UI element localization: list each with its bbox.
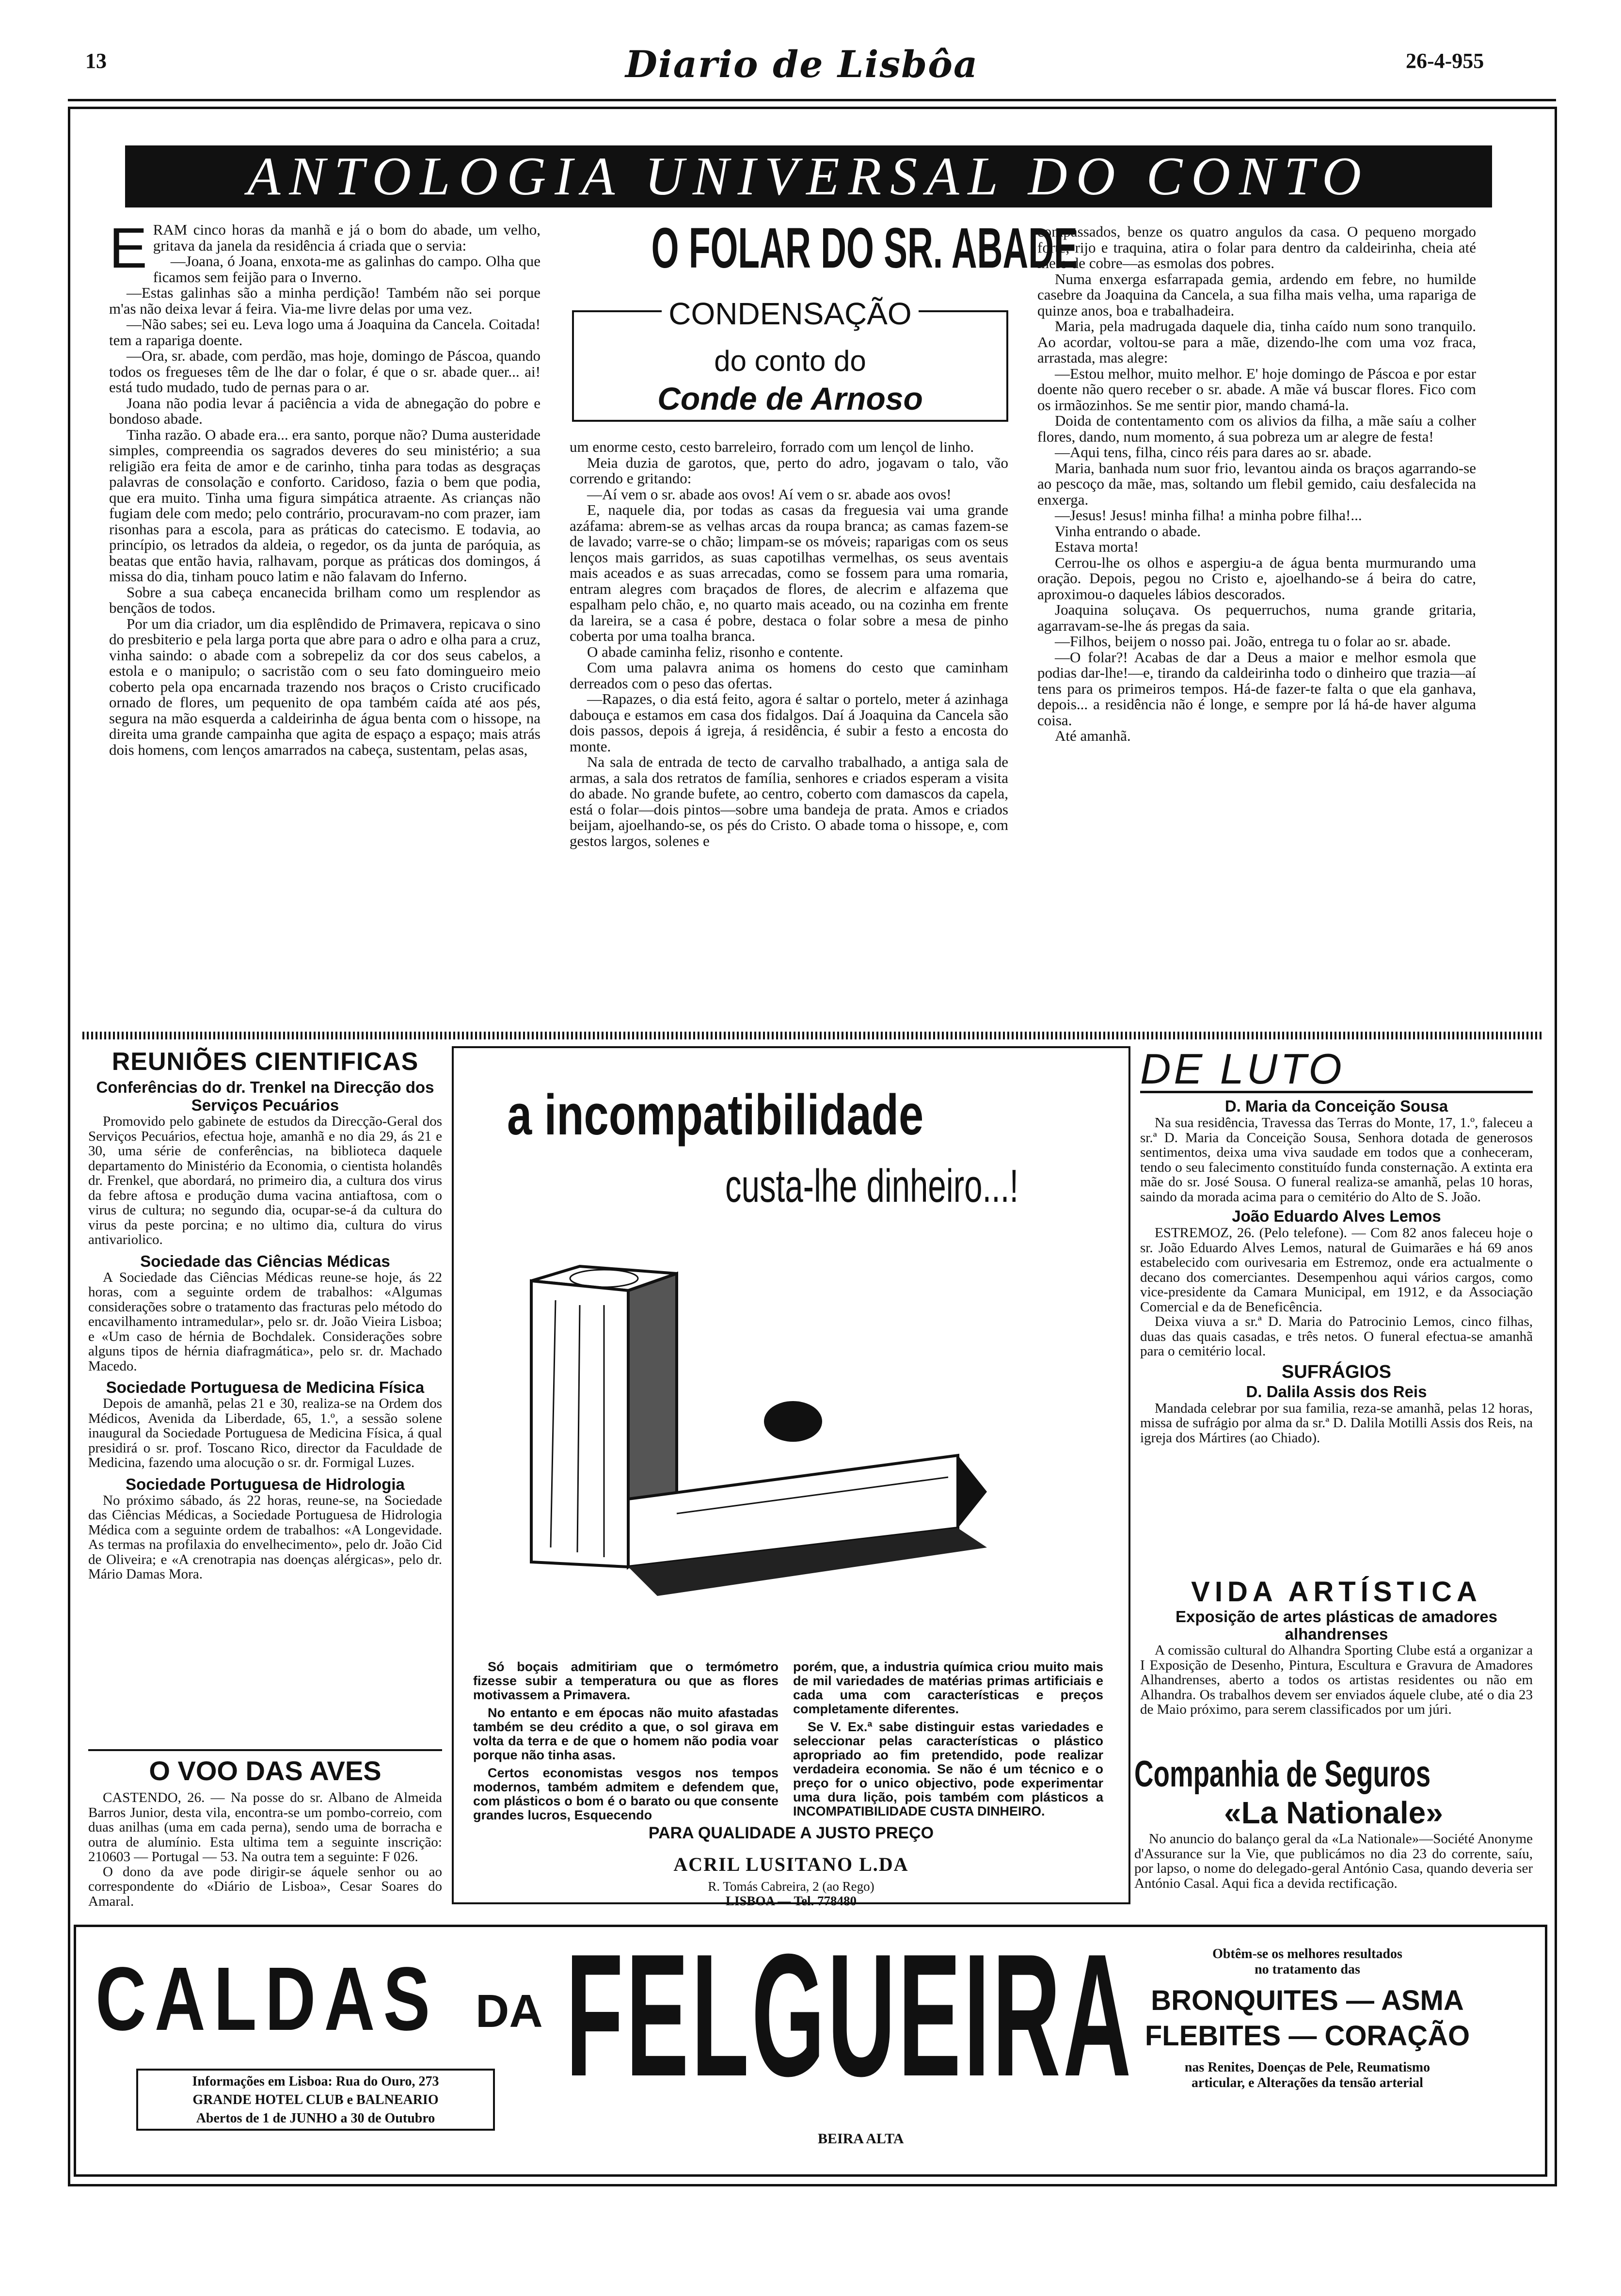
story-paragraph: —Aqui tens, filha, cinco réis para dares ao sr. abade.	[1055, 444, 1372, 461]
peg-hole	[764, 1401, 822, 1442]
story-paragraph: —Rapazes, o dia está feito, agora é saltar o portelo, meter á azinhaga dabouça e estamos em casa dos fidalgos. Daí á Joaquina da Cancela são dois passos, depois á igreja, á residência, é subir a festo a encosta do monte.	[570, 690, 1008, 755]
treat-line-6: articular, e Alterações da tensão arterial	[1192, 2075, 1423, 2090]
story-title: O FOLAR DO SR. ABADE	[651, 216, 1078, 280]
companhia-section	[1134, 1755, 1533, 1891]
reunioes-sub-3: Sociedade Portuguesa de Medicina Física	[106, 1378, 425, 1396]
drop-cap: E	[109, 216, 147, 280]
voo-section	[88, 1749, 442, 1909]
story-paragraph: Até amanhã.	[1055, 727, 1131, 744]
reunioes-text-3: Depois de amanhã, pelas 21 e 30, realiza-se na Ordem dos Médicos, Avenida da Liberdade, 65, 1.º, a sessão solene inaugural da Sociedade Portuguesa de Medicina Física, á qual presidirá o sr. prof. Toscano Rico, director da Faculdade de Medicina, fazendo uma alocução o sr. dr. Formigal Luzes.	[88, 1396, 442, 1470]
story-paragraph: Com uma palavra anima os homens do cesto que caminham derreados com o peso das ofertas.	[570, 659, 1008, 692]
treat-line-5: nas Renites, Doenças de Pele, Reumatismo	[1184, 2060, 1430, 2075]
story-paragraph: Tinha razão. O abade era... era santo, porque não? Duma austeridade simples, compreendia os sagrados deveres do seu ministério; a sua religião era feita de amor e de carinho, tinha para todas as desgraças palavras de consolação e conforto. Caridoso, fazia o bem que podia, que era muito. Tinha uma figura simpática atraente. As crianças não fugiam dele com medo; pelo contrário, procuravam-no com prazer, iam risonhas para a escola, para as práticas do catecismo. E todavia, ao princípio, os letrados da aldeia, o regedor, os da junta de paróquia, as beatas que então havia, ralhavam, porque as práticas dos domingos, á missa do dia, tinham pouco latim e não falavam do Inferno.	[109, 426, 540, 585]
newspaper-title: Diario de Lisbôa	[625, 43, 979, 86]
ad-slogan: PARA QUALIDADE A JUSTO PREÇO	[648, 1824, 934, 1842]
caldas-region: BEIRA ALTA	[818, 2131, 904, 2147]
ad-paragraph: Certos economistas vesgos nos tempos modernos, também admitem e defendem que, com plásticos o bom é o barato ou que consente grandes lucros, Esquecendo	[473, 1766, 779, 1822]
vida-text: A comissão cultural do Alhandra Sporting Clube está a organizar a I Exposição de Desenho, Pintura, Escultura e Gravura de Amadores Alhandrenses, aberto a todos os artistas residentes ou não em Alhandra. Os trabalhos devem ser enviados áquele clube, até o dia 23 de Maio próximo, para serem classificados por um júri.	[1140, 1642, 1533, 1717]
box-line-1	[574, 296, 1006, 332]
story-column-1	[109, 216, 540, 758]
reunioes-sub-4: Sociedade Portuguesa de Hidrologia	[126, 1475, 405, 1493]
caldas-info-2: GRANDE HOTEL CLUB e BALNEARIO	[192, 2092, 439, 2107]
caldas-word: CALDAS	[95, 1949, 439, 2049]
box-line-1-text: CONDENSAÇÃO	[662, 296, 918, 331]
caldas-ad	[74, 1918, 1547, 2177]
treat-line-1: Obtêm-se os melhores resultados	[1212, 1946, 1402, 1961]
luto-name-1: D. Maria da Conceição Sousa	[1224, 1097, 1448, 1115]
ad-brand: ACRIL LUSITANO L.DA	[673, 1853, 909, 1875]
story-paragraph: —Joana, ó Joana, enxota-me as galinhas do campo. Olha que ficamos sem feijão para o Inverno.	[153, 253, 540, 286]
luto-text-3: Mandada celebrar por sua familia, reza-se amanhã, pelas 12 horas, missa de sufrágio por alma da sr.ª D. Dalila Motilli Assis dos Reis, na igreja dos Mártires (ao Chiado).	[1140, 1400, 1533, 1446]
reunioes-section	[88, 1047, 442, 1582]
story-column-3	[1037, 224, 1476, 744]
story-paragraph: Na sala de entrada de tecto de carvalho trabalhado, a antiga sala de armas, a sala dos retratos de família, senhores e criados esperam a visita do abade. No grande bufete, ao centro, coberto com damascos da capela, está o folar—dois pintos—sobre uma bandeja de prata. Amos e criados beijam, ajoelhando-se, os pés do Cristo. O abade toma o hissope, e, com gestos largos, solenes e	[570, 753, 1008, 849]
luto-text-1: Na sua residência, Travessa das Terras do Monte, 17, 1.º, faleceu a sr.ª D. Maria da Conceição Sousa, Senhora dotada de generosos sentimentos, deixa uma viva saudade em todos que a conheceram, tendo o seu falecimento constituído funda consternação. A extinta era mãe do sr. José Sousa. O funeral realiza-se amanhã, pelas 10 horas, saindo da morada acima para o cemitério do Alto de S. João.	[1140, 1115, 1533, 1205]
story-paragraph: RAM cinco horas da manhã e já o bom do abade, um velho, gritava da janela da residência á criada que o servia:	[153, 221, 540, 254]
caldas-info-1: Informações em Lisboa: Rua do Ouro, 273	[192, 2074, 439, 2089]
story-paragraph: Numa enxerga esfarrapada gemia, ardendo em febre, no humilde casebre da Joaquina da Cancela, a sua filha mais velha, uma rapariga de quinze anos, boa e trabalhadeira.	[1037, 270, 1476, 319]
treat-line-4: FLEBITES — CORAÇÃO	[1144, 2020, 1470, 2052]
story-paragraph: O abade caminha feliz, risonho e contente.	[587, 643, 843, 660]
caldas-info-3: Abertos de 1 de JUNHO a 30 de Outubro	[196, 2111, 435, 2126]
voo-heading: O VOO DAS AVES	[88, 1749, 442, 1786]
ad-paragraph: porém, que, a industria química criou muito mais de mil variedades de matérias primas artificiais e cada uma com características e preços completamente diferentes.	[793, 1659, 1103, 1716]
luto-paragraph: Deixa viuva a sr.ª D. Maria do Patrocinio Lemos, cinco filhas, duas das quais casadas, e três netos. O funeral efectua-se amanhã para o cemitério local.	[1140, 1314, 1533, 1359]
anthology-banner-text: ANTOLOGIA UNIVERSAL DO CONTO	[247, 146, 1370, 207]
anthology-banner	[125, 145, 1492, 207]
ad-paragraph: Só boçais admitiriam que o termómetro fizesse subir a temperatura ou que as flores motivassem a Primavera.	[473, 1659, 779, 1702]
story-paragraph: Cerrou-lhe os olhos e aspergiu-a de água benta murmurando uma oração. Depois, pegou no Cristo e, ajoelhando-se á beira do catre, aproximou-o daqueles lábios descorados.	[1037, 554, 1476, 603]
ad-column-right	[793, 1660, 1103, 1818]
companhia-text: No anuncio do balanço geral da «La Nationale»—Société Anonyme d'Assurance sur la Vie, que publicámos no dia 23 do corrente, saíu, por lapso, o nome do delegado-geral António Casa, quando deveria ser António Casal. Aqui fica a devida rectificação.	[1134, 1831, 1533, 1891]
vida-sub: Exposição de artes plásticas de amadores alhandrenses	[1176, 1608, 1497, 1643]
ad-column-left	[473, 1660, 779, 1822]
luto-section	[1140, 1047, 1533, 1445]
story-paragraph: Maria, banhada num suor frio, levantou ainda os braços agarrando-se ao pescoço da mãe, mas, soltando um flebil gemido, caiu desfalecida na enxerga.	[1037, 459, 1476, 508]
story-paragraph: Meia duzia de garotos, que, perto do adro, jogavam o talo, vão correndo e gritando:	[570, 454, 1008, 487]
story-paragraph: —Ora, sr. abade, com perdão, mas hoje, domingo de Páscoa, quando todos os fregueses têm de lhe dar o folar, é que o sr. abade quer... ai! está tudo mudado, tudo de pernas para o ar.	[109, 347, 540, 396]
luto-name-3: D. Dalila Assis dos Reis	[1246, 1382, 1427, 1401]
story-paragraph: —Não sabes; sei eu. Leva logo uma á Joaquina da Cancela. Coitada! tem a rapariga doente.	[109, 316, 540, 349]
story-paragraph: E, naquele dia, por todas as casas da freguesia vai uma grande azáfama: abrem-se as velhas arcas da roupa branca; as camas fazem-se de lavado; varre-se o chão; limpam-se os móveis; raparigas com os seus lenços mais garridos, as suas capotilhas vermelhas, os seus aventais mais aceados e as suas arrecadas, como se fossem para uma romaria, entram alegres com braçados de flores, de alecrim e alfazema que espalham pelo chão, e, no quarto mais aceado, ou na cozinha em frente da lareira, se a casa é pobre, destaca o folar sobre a mesa de pinho coberta por uma toalha branca.	[570, 501, 1008, 644]
story-paragraph: Sobre a sua cabeça encanecida brilham como um resplendor as bençãos de todos.	[109, 583, 540, 616]
da-word: DA	[476, 1985, 543, 2037]
reunioes-text-1: Promovido pelo gabinete de estudos da Direcção-Geral dos Serviços Pecuários, efectua hoje, amanhã e no dia 29, ás 21 e 30, uma série de conferências, na biblioteca daquele departamento do Ministério da Economia, o cientista holandês dr. Frenkel, que abordará, no primeiro dia, a cultura dos virus da febre aftosa e produção duma vacina antiaftosa, com o virus de cultura; no segundo dia, ocupar-se-á da cultura do virus da peste porcina; e no ultimo dia, cultura do virus antivariolico.	[88, 1114, 442, 1247]
story-paragraph: Joaquina soluçava. Os pequerruchos, numa grande gritaria, agarravam-se-lhe ás pregas da saia.	[1037, 601, 1476, 634]
caldas-info-box	[136, 2069, 495, 2131]
condensation-box	[572, 296, 1008, 422]
ad-paragraph: No entanto e em épocas não muito afastadas também se deu crédito a que, o sol girava em volta da terra e de que o homem não podia voar porque não tinha asas.	[473, 1706, 779, 1762]
page-number: 13	[85, 49, 107, 73]
story-paragraph: Doida de contentamento com os alivios da filha, a mãe saíu a colher flores, dando, num momento, á sua pobreza um ar alegre de festa!	[1037, 412, 1476, 445]
reunioes-text-2: A Sociedade das Ciências Médicas reune-se hoje, ás 22 horas, com a seguinte ordem de trabalhos: «Algumas considerações sobre o tratamento das fracturas pelo método do encavilhamento intramedular», pelo sr. dr. João Vieira Lisboa; e «Um caso de hérnia de Bochdalek. Considerações sobre alguns tipos de hérnia diafragmática», pelo sr. dr. Machado Macedo.	[88, 1269, 442, 1374]
felgueira-word: FELGUEIRA	[566, 1918, 1134, 2113]
story-paragraph: Por um dia criador, um dia esplêndido de Primavera, repicava o sino do presbiterio e pela larga porta que abre para o adro e olha para a cruz, vinha saindo: o abade com a sobrepeliz da cor dos seus cabelos, a estola e o manipulo; o sacristão com o seu fato domingueiro meio coberto pela opa encarnada trazendo nos braços o Cristo crucificado ornado de flores, um pequenito de opa também caída até aos pés, segura na mão esquerda a caldeirinha de água benta com o hissope, na direita uma grande campainha que agita de espaço a espaço; mais atrás dois homens, com lenços amarrados na cabeça, sustentam, pelas asas,	[109, 615, 540, 758]
treat-line-3: BRONQUITES — ASMA	[1151, 1985, 1464, 2016]
story-paragraph: Vinha entrando o abade.	[1055, 522, 1201, 540]
reunioes-sub-2: Sociedade das Ciências Médicas	[140, 1252, 390, 1270]
story-paragraph: Maria, pela madrugada daquele dia, tinha caído num sono tranquilo. Ao acordar, voltou-se para a mãe, dizendo-lhe com uma voz fraca, arrastada, mas alegre:	[1037, 318, 1476, 366]
reunioes-heading: REUNIÕES CIENTIFICAS	[111, 1048, 419, 1076]
ad-paragraph: Se V. Ex.ª sabe distinguir estas variedades e seleccionar pelas características o plástico apropriado ao fim pretendido, pode realizar verdadeira economia. Se não é um técnico e o preço for o unico objectivo, pode experimentar uma dura lição, pois também com plásticos a INCOMPATIBILIDADE CUSTA DINHEIRO.	[793, 1720, 1103, 1818]
story-paragraph: —Filhos, beijem o nosso pai. João, entrega tu o folar ao sr. abade.	[1055, 633, 1451, 650]
sufragios-heading: SUFRÁGIOS	[1282, 1361, 1391, 1382]
luto-paragraph: ESTREMOZ, 26. (Pelo telefone). — Com 82 anos faleceu hoje o sr. João Eduardo Alves Lemos, natural de Guimarães e há 69 anos estabelecido com ourivesaria em Estremoz, onde era actualmente o decano dos comerciantes. Desempenhou aqui vários cargos, como vice-presidente da Camara Municipal, em 1912, e da Associação Comercial e da de Beneficência.	[1140, 1225, 1533, 1315]
caldas-treatments	[1104, 1946, 1511, 2091]
luto-heading: DE LUTO	[1140, 1047, 1533, 1093]
reunioes-sub-1: Conferências do dr. Trenkel na Direcção dos Serviços Pecuários	[96, 1078, 434, 1114]
box-line-2: do conto do	[714, 345, 866, 377]
story-paragraph: —Aí vem o sr. abade aos ovos! Aí vem o sr. abade aos ovos!	[587, 485, 952, 503]
companhia-heading-2: «La Nationale»	[1224, 1795, 1443, 1830]
treat-line-2: no tratamento das	[1255, 1962, 1360, 1977]
story-paragraph: —O folar?! Acabas de dar a Deus a maior e melhor esmola que podias dar-lhe!—e, tirando da caldeirinha todo o dinheiro que trazia—aí tens para os primeiros tempos. Há-de fazer-te falta o que ela ganhava, depois... a residência não é longe, e sempre por lá há-de haver alguma coisa.	[1037, 648, 1476, 729]
story-column-2	[570, 439, 1008, 849]
ad-headline-1: a incompatibilidade	[507, 1083, 924, 1147]
wood-bar-tip	[958, 1455, 987, 1528]
story-paragraph: —Estou melhor, muito melhor. E' hoje domingo de Páscoa e por estar doente não quero receber o sr. abade. A mãe vá buscar flores. Fico com os irmãozinhos. Se me sentir pior, mando chamá-la.	[1037, 365, 1476, 414]
acril-ad	[452, 1046, 1130, 1908]
voo-paragraph: CASTENDO, 26. — Na posse do sr. Albano de Almeida Barros Junior, desta vila, encontra-se um pombo-correio, com duas anilhas (uma em cada perna), sendo uma de borracha e outra de alumínio. Esta ultima tem a seguinte inscrição: 210603 — Portugal — 53. Na outra tem a seguinte: F 026.	[88, 1790, 442, 1865]
ad-illustration	[473, 1228, 1103, 1664]
vida-section	[1140, 1576, 1533, 1717]
story-paragraph: —Jesus! Jesus! minha filha! a minha pobre filha!...	[1055, 507, 1362, 524]
story-paragraph: Joana não podia levar á paciência a vida de abnegação do pobre e bondoso abade.	[109, 394, 540, 427]
masthead-rule	[68, 99, 1556, 101]
reunioes-text-4: No próximo sábado, ás 22 horas, reune-se, na Sociedade das Ciências Médicas, a Sociedade Portuguesa de Hidrologia Médica com a seguinte ordem de trabalhos: «A Longevidade. As termas na profilaxia do envelhecimento», pelo dr. João Cid de Oliveira; e «A crenotrapia nas doenças alérgicas», pelo dr. Mário Damas Mora.	[88, 1492, 442, 1582]
voo-text	[88, 1790, 442, 1909]
luto-name-2: João Eduardo Alves Lemos	[1232, 1207, 1441, 1225]
vida-heading: VIDA ARTÍSTICA	[1191, 1576, 1482, 1608]
section-separator	[82, 1032, 1542, 1039]
ad-city: LISBOA — Tel. 778480	[725, 1894, 857, 1908]
box-line-3: Conde de Arnoso	[657, 381, 923, 416]
luto-text-2	[1140, 1226, 1533, 1359]
story-paragraph: compassados, benze os quatro angulos da casa. O pequeno morgado forte, rijo e traquina, atira o folar para dentro da caldeirinha, cheia até meio de cobre—as esmolas dos pobres.	[1037, 223, 1476, 271]
ad-address: R. Tomás Cabreira, 2 (ao Rego)	[708, 1879, 874, 1894]
ad-headline-2: custa-lhe dinheiro...!	[725, 1160, 1019, 1212]
story-paragraph: —Estas galinhas são a minha perdição! Também não sei porque m'as não deixa levar á feira. Via-me livre delas por uma vez.	[109, 284, 540, 317]
issue-date: 26-4-955	[1406, 49, 1484, 73]
voo-paragraph: O dono da ave pode dirigir-se áquele senhor ou ao correspondente do «Diário de Lisboa», Cesar Soares do Amaral.	[88, 1864, 442, 1909]
story-paragraph: Estava morta!	[1055, 538, 1139, 555]
story-paragraph: um enorme cesto, cesto barreleiro, forrado com um lençol de linho.	[570, 438, 974, 455]
companhia-heading-1: Companhia de Seguros	[1134, 1754, 1431, 1795]
